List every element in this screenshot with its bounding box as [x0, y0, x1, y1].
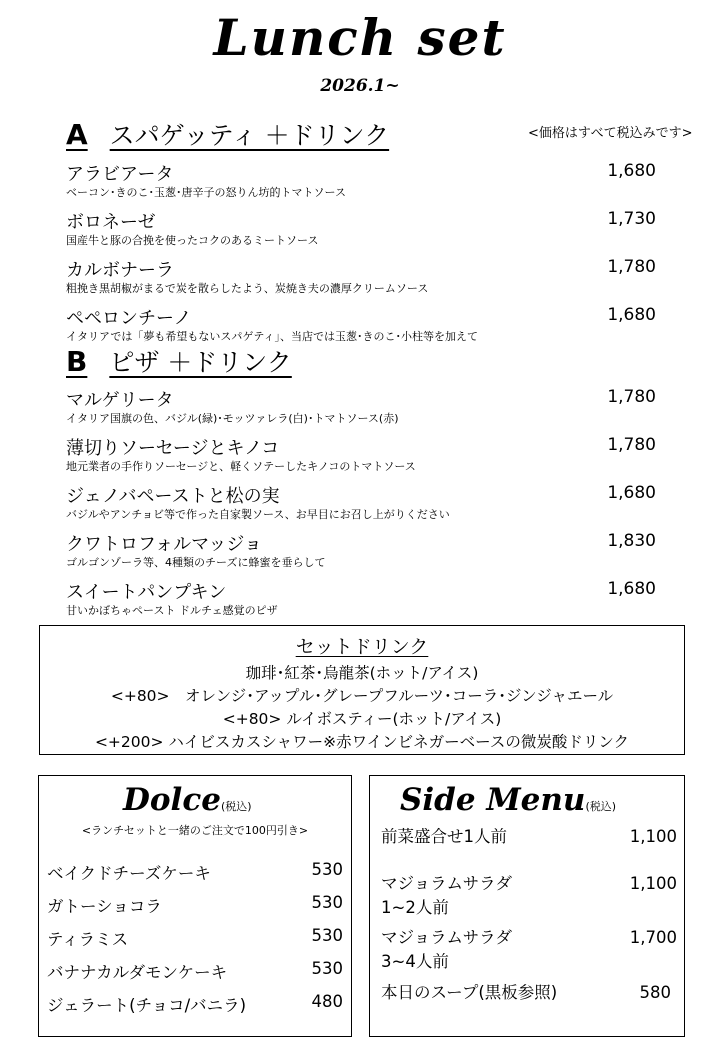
- drink-line: 珈琲･紅茶･烏龍茶(ホット/アイス): [245, 664, 479, 682]
- menu-item: [66, 304, 666, 348]
- menu-item: [66, 530, 666, 574]
- item-name: ペペロンチーノ: [66, 308, 192, 329]
- side-menu-tax-label: (税込): [585, 800, 617, 813]
- section-b-letter: B: [66, 345, 88, 378]
- dolce-item-price: 530: [311, 893, 343, 912]
- menu-item: [66, 208, 666, 252]
- menu-item: [66, 160, 666, 204]
- section-a-title: スパゲッティ ＋ドリンク: [109, 121, 390, 150]
- tax-note: <価格はすべて税込みです>: [528, 126, 693, 141]
- item-description: 地元業者の手作りソーセージと、軽くソテーしたキノコのトマトソース: [66, 460, 416, 473]
- item-price: 1,680: [607, 161, 656, 181]
- set-drink-title: セットドリンク: [295, 636, 429, 658]
- item-description: イタリアでは「夢も希望もないスパゲティ」、当店では玉葱･きのこ･小柱等を加えて: [66, 330, 478, 343]
- item-name: ジェノバペーストと松の実: [66, 486, 280, 507]
- menu-item: [66, 578, 666, 622]
- item-price: 1,780: [607, 435, 656, 455]
- item-name: ボロネーゼ: [66, 212, 156, 233]
- item-price: 1,680: [607, 579, 656, 599]
- side-menu-title: Side Menu: [400, 782, 586, 818]
- item-description: バジルやアンチョビ等で作った自家製ソース、お早目にお召し上がりください: [66, 508, 450, 521]
- dolce-item-price: 530: [311, 926, 343, 945]
- side-menu-heading: [400, 782, 616, 818]
- item-name: マルゲリータ: [66, 390, 174, 411]
- item-description: 甘いかぼちゃペースト ドルチェ感覚のピザ: [66, 604, 278, 617]
- dolce-heading: [123, 782, 252, 818]
- item-description: イタリア国旗の色、バジル(緑)･モッツァレラ(白)･トマトソース(赤): [66, 412, 399, 425]
- item-price: 1,780: [607, 387, 656, 407]
- item-name: カルボナーラ: [66, 260, 174, 281]
- item-name: 薄切りソーセージとキノコ: [66, 438, 280, 459]
- item-description: ゴルゴンゾーラ等、4種類のチーズに蜂蜜を垂らして: [66, 556, 326, 569]
- item-description: ベーコン･きのこ･玉葱･唐辛子の怒りん坊的トマトソース: [66, 186, 346, 199]
- item-name: アラビアータ: [66, 164, 174, 185]
- side-item-name: マジョラムサラダ: [381, 874, 513, 893]
- dolce-title: Dolce: [123, 782, 221, 818]
- side-item-portion: 3~4人前: [381, 952, 449, 971]
- section-b-title: ピザ ＋ドリンク: [109, 348, 292, 377]
- item-price: 1,680: [607, 305, 656, 325]
- menu-item: [66, 482, 666, 526]
- dolce-tax-label: (税込): [220, 800, 252, 813]
- dolce-item-name: バナナカルダモンケーキ: [47, 963, 228, 982]
- item-price: 1,830: [607, 531, 656, 551]
- side-item-price: 1,700: [629, 928, 677, 947]
- dolce-item-name: ベイクドチーズケーキ: [47, 864, 211, 883]
- side-item-portion: 1~2人前: [381, 898, 449, 917]
- dolce-item-name: ガトーショコラ: [47, 897, 162, 916]
- side-item-price: 1,100: [629, 827, 677, 846]
- dolce-item-price: 530: [311, 959, 343, 978]
- side-item-name: 本日のスープ(黒板参照): [381, 983, 558, 1002]
- item-price: 1,680: [607, 483, 656, 503]
- menu-title: Lunch set: [213, 8, 507, 67]
- menu-date: 2026.1~: [320, 76, 400, 96]
- drink-line: <+80> ルイボスティー(ホット/アイス): [222, 710, 502, 728]
- dolce-box: [38, 775, 352, 1037]
- side-item-name: マジョラムサラダ: [381, 928, 513, 947]
- dolce-item-name: ティラミス: [47, 930, 129, 949]
- dolce-discount-note: <ランチセットと一緒のご注文で100円引き>: [81, 824, 309, 837]
- drink-line: <+200> ハイビスカスシャワー※赤ワインビネガーベースの微炭酸ドリンク: [94, 733, 630, 751]
- side-menu-box: [369, 775, 685, 1037]
- drink-line: <+80> オレンジ･アップル･グレープフルーツ･コーラ･ジンジャエール: [110, 687, 614, 705]
- side-item-price: 1,100: [629, 874, 677, 893]
- dolce-item-price: 480: [311, 992, 343, 1011]
- set-drink-box: [39, 625, 685, 755]
- side-item-price: 580: [639, 983, 671, 1002]
- dolce-item-price: 530: [311, 860, 343, 879]
- menu-item: [66, 256, 666, 300]
- section-b-heading: [66, 343, 292, 379]
- dolce-item-name: ジェラート(チョコ/バニラ): [47, 996, 247, 1015]
- menu-item: [66, 434, 666, 478]
- menu-item: [66, 386, 666, 430]
- section-a-heading: [66, 116, 389, 152]
- item-description: 国産牛と豚の合挽を使ったコクのあるミートソース: [66, 234, 319, 247]
- side-item-name: 前菜盛合せ1人前: [381, 827, 507, 846]
- item-price: 1,780: [607, 257, 656, 277]
- item-name: クワトロフォルマッジョ: [66, 534, 263, 555]
- section-a-letter: A: [66, 118, 88, 151]
- item-name: スイートパンプキン: [66, 582, 227, 603]
- item-description: 粗挽き黒胡椒がまるで炭を散らしたよう、炭焼き夫の濃厚クリームソース: [66, 282, 429, 295]
- item-price: 1,730: [607, 209, 656, 229]
